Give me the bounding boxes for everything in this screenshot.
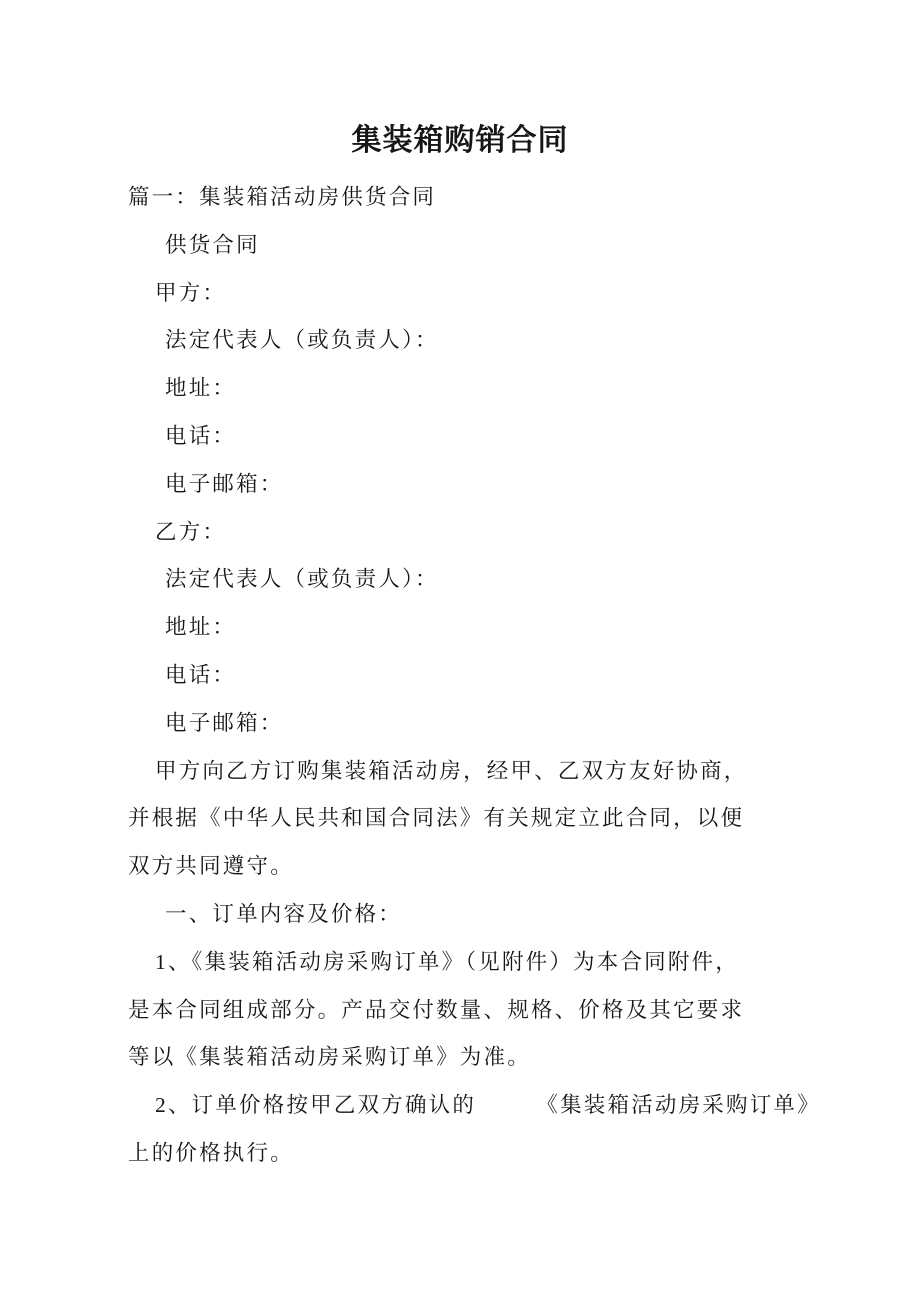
doc-line-part-one-heading: 篇一：集装箱活动房供货合同 xyxy=(128,185,437,209)
doc-line-party-a-legal-rep: 法定代表人（或负责人）： xyxy=(165,328,439,353)
doc-line-section-1-heading: 一、订单内容及价格： xyxy=(165,901,403,926)
doc-line-clause-2-2: 上的价格执行。 xyxy=(128,1140,294,1165)
doc-line-party-a-email: 电子邮箱： xyxy=(165,471,284,496)
doc-line-clause-1-3: 等以《集装箱活动房采购订单》为准。 xyxy=(128,1045,531,1070)
doc-line-preamble-3: 双方共同遵守。 xyxy=(128,854,294,879)
doc-line-clause-1-1: 1、《集装箱活动房采购订单》（见附件）为本合同附件， xyxy=(155,949,739,974)
doc-line-party-b-phone: 电话： xyxy=(165,662,237,687)
doc-line-preamble-1: 甲方向乙方订购集装箱活动房，经甲、乙双方友好协商， xyxy=(155,758,748,783)
doc-line-supply-contract: 供货合同 xyxy=(165,232,260,257)
doc-line-clause-2-1: 2、订单价格按甲乙双方确认的 《集装箱活动房采购订单》 xyxy=(155,1093,821,1118)
doc-line-party-b-email: 电子邮箱： xyxy=(165,710,284,735)
doc-line-party-b-address: 地址： xyxy=(165,615,237,640)
doc-line-party-b-legal-rep: 法定代表人（或负责人）： xyxy=(165,567,439,592)
doc-line-party-a: 甲方： xyxy=(155,280,227,305)
document-body xyxy=(0,174,920,1178)
doc-line-party-a-phone: 电话： xyxy=(165,423,237,448)
document-title: 集装箱购销合同 xyxy=(351,124,569,157)
doc-line-preamble-2: 并根据《中华人民共和国合同法》有关规定立此合同，以便 xyxy=(128,806,745,831)
doc-line-clause-1-2: 是本合同组成部分。产品交付数量、规格、价格及其它要求 xyxy=(128,997,745,1022)
doc-line-party-a-address: 地址： xyxy=(165,376,237,401)
doc-line-party-b: 乙方： xyxy=(155,519,227,544)
